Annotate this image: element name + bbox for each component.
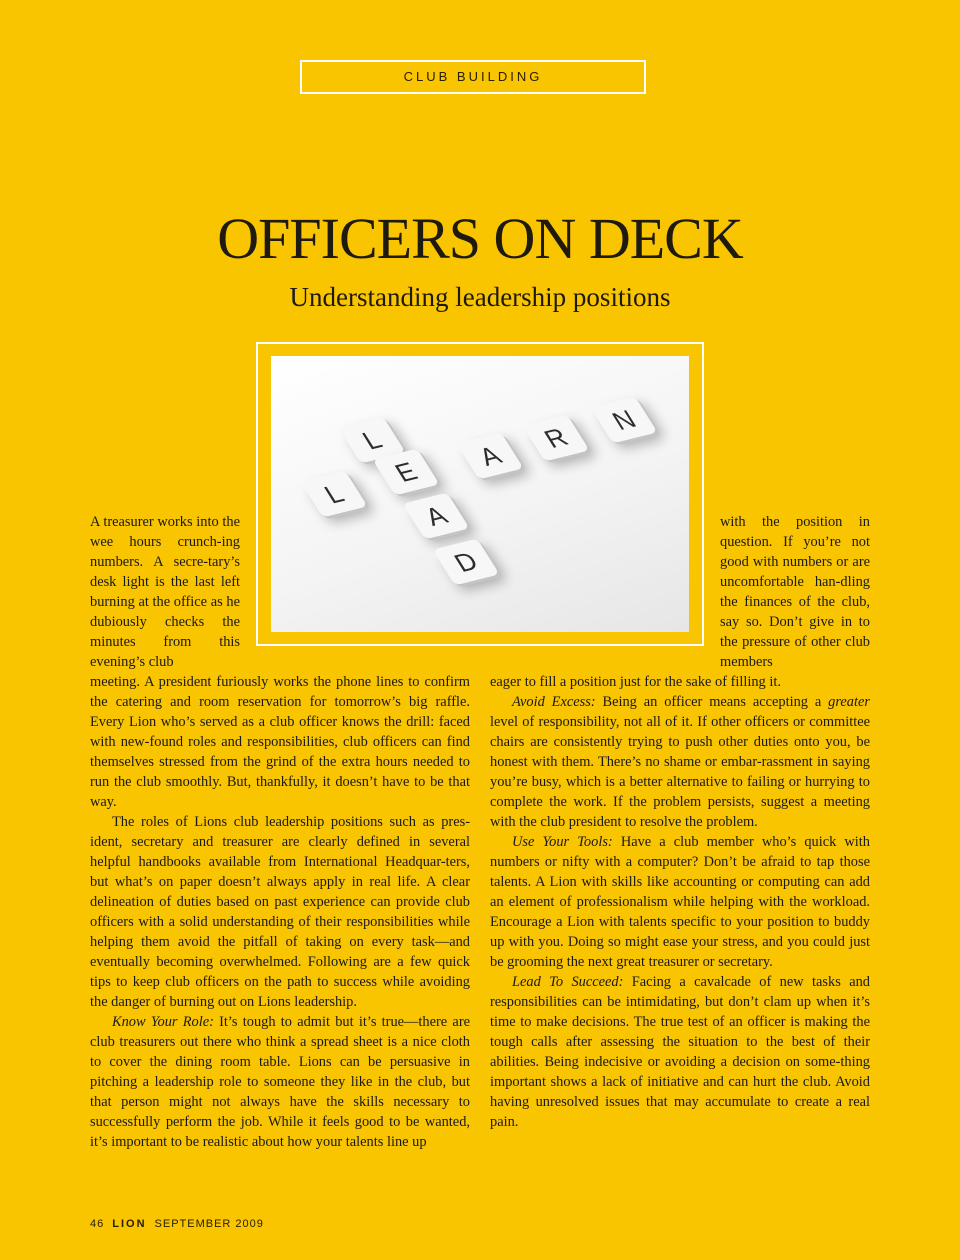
page-footer	[90, 1218, 264, 1230]
tile-n: N	[591, 397, 658, 444]
right-column	[490, 512, 870, 1132]
right-p4-lead: Lead To Succeed:	[512, 974, 624, 990]
left-p1-wrap: A treasurer works into the wee hours crunch-ing numbers. A secre-tary’s desk light is the last left burning at the office as he dubiously checks the minutes from this evening’s club	[90, 514, 240, 670]
right-p3-body: Have a club member who’s quick with numbers or nifty with a computer? Don’t be afraid to tap those talents. A Lion with skills like accounting or computing can add an element of professionalism while helping with the workload. Encourage a Lion with talents specific to your position to buddy up with you. Doing so might ease your stress, and you could just be grooming the next great treasurer or secretary.	[490, 834, 871, 970]
tile-a-learn: A	[457, 433, 524, 480]
right-p2-em: greater	[828, 694, 870, 710]
right-p2	[490, 692, 870, 832]
left-column	[90, 512, 470, 1152]
issue-date: SEPTEMBER 2009	[154, 1218, 264, 1230]
tile-d: D	[433, 539, 500, 586]
left-p2: The roles of Lions club leadership positions such as pres-ident, secretary and treasurer are clearly defined in several helpful handbooks available from International Headquar-ters, but what’s on paper doesn’t always apply in real life. A clear delineation of duties based on past experience can provide club officers with a solid understanding of their responsibilities while helping them avoid the pitfall of taking on every task—and eventually becoming overwhelmed. Following are a few quick tips to keep club officers on the path to success while avoiding the danger of burning out on Lions leadership.	[90, 814, 470, 1010]
tile-l-top: L	[339, 417, 406, 464]
article-title: OFFICERS ON DECK	[217, 206, 743, 271]
page-number: 46	[90, 1218, 105, 1230]
left-p1-rest: meeting. A president furiously works the phone lines to confirm the catering and room reservation for tomorrow’s big raffle. Every Lion who’s served as a club officer knows the drill: faced with new-found roles and responsibilities, club officers can find themselves stressed from the grind of the extra hours needed to run the club smoothly. But, thankfully, it doesn’t have to be that way.	[90, 674, 470, 810]
magazine-name: LION	[112, 1218, 147, 1230]
left-p3-lead: Know Your Role:	[112, 1014, 214, 1030]
left-p3	[90, 1012, 470, 1152]
right-p4-body: Facing a cavalcade of new tasks and responsibilities can be intimidating, but don’t clam up when it’s time to make decisions. The true test of an officer is making the tough calls after assessing the situation to the best of their abilities. Being indecisive or avoiding a decision on some-thing important shows a lack of initiative and can hurt the club. Avoid having unresolved issues that may accumulate to create a real pain.	[490, 974, 870, 1130]
right-p2-b: level of responsibility, not all of it. If other officers or committee chairs are consistently trying to push other duties onto you, be honest with them. There’s no shame or embar-rassment in saying you’re busy, which is a better alternative to failing or hurrying to complete the work. If the problem persists, suggest a meeting with the club president to resolve the problem.	[490, 714, 870, 830]
right-p1-wrap: with the position in question. If you’re not good with numbers or are uncomfortable han-dling the finances of the club, say so. Don’t give in to the pressure of other club members	[720, 514, 870, 670]
right-p2-lead: Avoid Excess:	[512, 694, 596, 710]
tile-a-lead: A	[403, 493, 470, 540]
right-p2-a: Being an officer means accepting a	[595, 694, 829, 710]
right-p3	[490, 832, 870, 972]
right-p1-rest: eager to fill a position just for the sake of filling it.	[490, 674, 781, 690]
left-p3-body: It’s tough to admit but it’s true—there are club treasurers out there who think a spread sheet is a nice cloth to cover the dining room table. Lions can be persuasive in pitching a leadership role to someone they like in the club, but that person might not always have the skills necessary to successfully perform the job. While it feels good to be wanted, it’s important to be realistic about how your talents line up	[90, 1014, 470, 1150]
section-label: CLUB BUILDING	[300, 60, 646, 94]
tile-r: R	[523, 415, 590, 462]
tile-l-lead: L	[301, 471, 368, 518]
tile-e: E	[373, 449, 440, 496]
right-p4	[490, 972, 870, 1132]
right-p3-lead: Use Your Tools:	[512, 834, 613, 850]
article-subtitle: Understanding leadership positions	[289, 282, 671, 312]
